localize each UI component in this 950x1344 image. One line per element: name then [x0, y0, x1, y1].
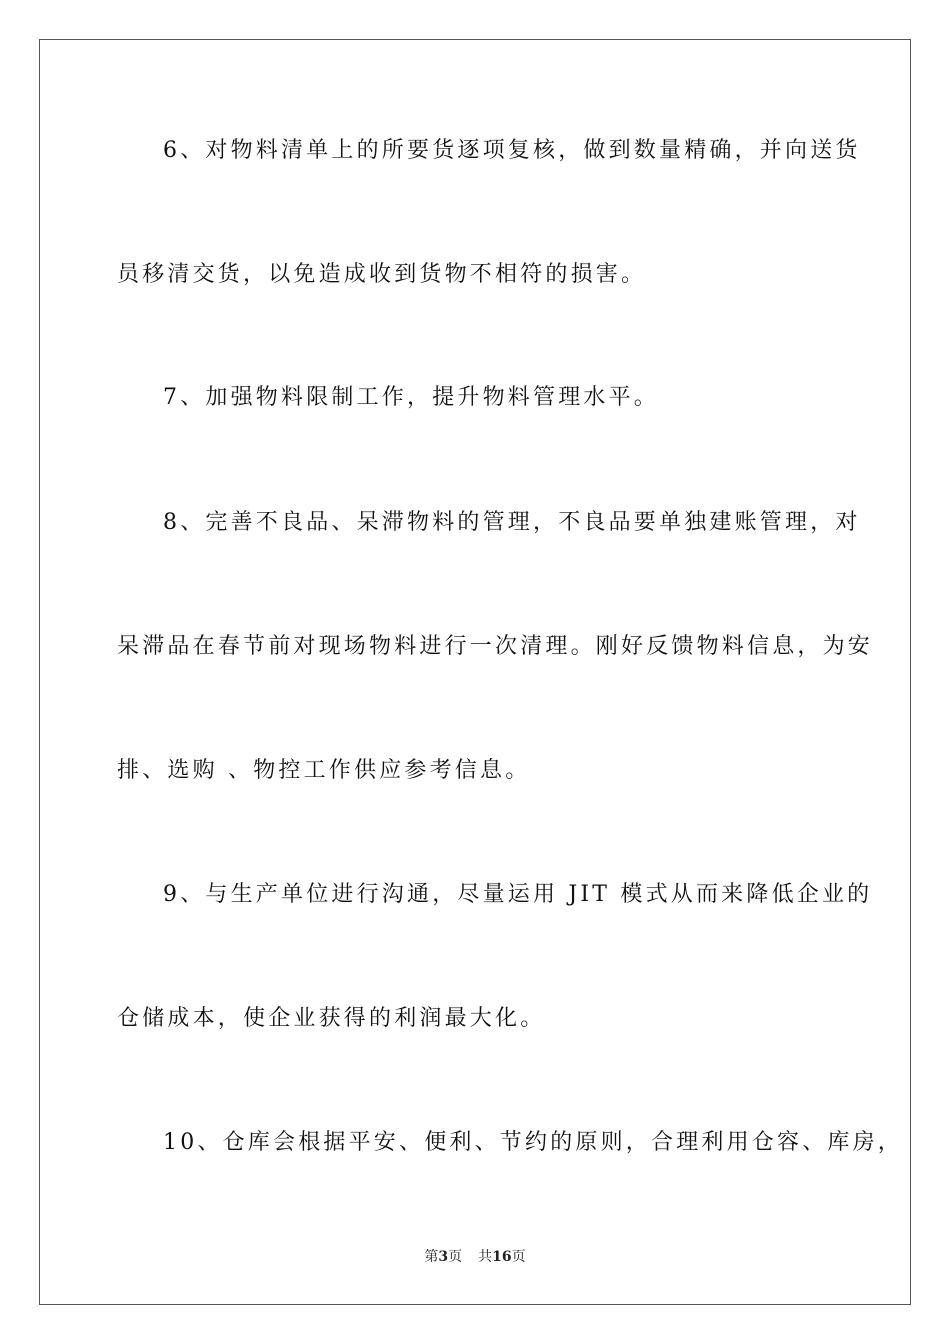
paragraph-6-line-1: 6、对物料清单上的所要货逐项复核，做到数量精确，并向送货 [163, 138, 861, 163]
paragraph-8-line-2: 呆滞品在春节前对现场物料进行一次清理。刚好反馈物料信息，为安 [117, 634, 874, 659]
paragraph-6-line-2: 员移清交货，以免造成收到货物不相符的损害。 [117, 262, 647, 287]
page-footer [0, 1247, 950, 1267]
paragraph-10-line-1: 10、仓库会根据平安、便利、节约的原则，合理利用仓容、库房， [163, 1130, 903, 1155]
page-prefix: 第 [424, 1249, 439, 1265]
paragraph-8-line-3: 排、选购 、物控工作供应参考信息。 [117, 758, 531, 783]
page-number: 3 [438, 1249, 449, 1265]
paragraph-9-line-1: 9、与生产单位进行沟通，尽量运用 JIT 模式从而来降低企业的 [163, 882, 873, 907]
paragraph-7-line-1: 7、加强物料限制工作，提升物料管理水平。 [163, 385, 659, 410]
total-pages: 16 [492, 1249, 512, 1265]
paragraph-9-line-2: 仓储成本，使企业获得的利润最大化。 [117, 1006, 546, 1031]
page-suffix: 页 [448, 1249, 463, 1265]
total-suffix: 页 [511, 1249, 526, 1265]
paragraph-8-line-1: 8、完善不良品、呆滞物料的管理，不良品要单独建账管理，对 [163, 510, 861, 535]
page-border [39, 39, 911, 1305]
total-prefix: 共 [478, 1249, 493, 1265]
